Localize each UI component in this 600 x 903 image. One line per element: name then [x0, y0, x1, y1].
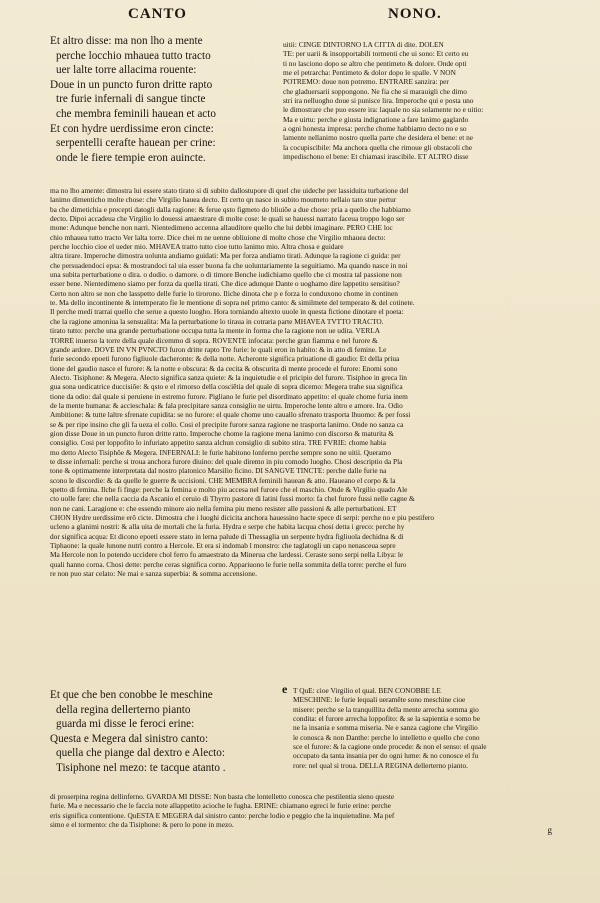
- verse-line: che membra feminili hauean et acto: [56, 107, 216, 120]
- commentary-line: re non puo star celato: Ne mai e sanza superbia: & somma accensione.: [50, 569, 257, 579]
- commentary-line: gua sona uedicatrice duccisiõe: & qsto e el rimorso della cosciētia del quale di sopra dicemo: Megera trahe sua significa: [50, 382, 403, 392]
- commentary-line: Ambitione: & tutte laltre sfrenate cupidita: se no furore: el quale chome uno cauallo sfrenato trasporta lhuomo: & per fossi: [50, 410, 411, 420]
- commentary-line: sce el furore: & la cagione onde procede: & non el senso: el quale: [293, 742, 487, 752]
- commentary-line: te. Ma dello incontinente & intemperato fie le mentione di sopra nel primo canto: & similmete del temperato & del cotinete.: [50, 298, 415, 308]
- commentary-line: le dimostrare che puo essere ira: laquale no sia solamente no e uitio:: [283, 105, 484, 115]
- commentary-line: tione da odio: dal quale si peruiene in estremo furore. Pigliano le furie pel disordinato appetito: el quale chome furia inem: [50, 391, 408, 401]
- commentary-line: rore: nel qual si troua. DELLA REGINA dellerterno pianto.: [293, 760, 468, 770]
- commentary-marker: e: [282, 682, 288, 696]
- commentary-line: Ma Hercole non lo potendo uccidere chol ferro fu amaestrato da Minerua che lardessi. Ceraste sono serpi nella Libya: le: [50, 550, 404, 560]
- commentary-line: impedischono el bene: Et chiamasi irascibile. ET ALTRO disse: [283, 152, 469, 162]
- commentary-line: tone & optimamente interpretata dal nostro platonico Marsilio ficino. DI SANGVE TINCTE: perche dalle furie na: [50, 466, 387, 476]
- verse-line: Questa e Megera dal sinistro canto:: [50, 732, 209, 745]
- header-nono: NONO.: [388, 6, 442, 22]
- commentary-line: stri ira nelluogho doue si punisce lira. Imperoche qui e posta uno: [283, 96, 474, 106]
- commentary-line: lanimo dimenticho molte chose: che Virgilio hauea decto. Et certo qn nasce in subito moumeto nellaio tato stue pertur: [50, 195, 397, 205]
- commentary-line: Il perche medi trarrai quello che serue a questo luogho. Hora torniando altexto uuole in questa fictione dinotare el poeta:: [50, 307, 404, 317]
- verse-line: Et que che ben conobbe le meschine: [50, 689, 213, 701]
- commentary-line: Ma e uirtu: perche e giusta indignatione a fare lanimo gaglardo: [283, 114, 469, 124]
- commentary-line: cto uolle fare: che nella caccia da Ascanio el ceruio di Thyrro pastore di latini fussi morto: fa chel furore fussi nelle cagne &: [50, 494, 415, 504]
- commentary-line: chio mhauea tutto tracto Ver lalta torre. Dice chei m ne uenne obliuione di molte chose che Virgilio mhauea decto:: [50, 232, 386, 242]
- commentary-line: furie secondo epoeti furono figliuole dacheronte: & della notte. Acheronte significa priuatione di gaudio: Et della priua: [50, 354, 400, 364]
- commentary-line: Tiphaone: la quale lunone nutri contro a Hercole. Et era si indomab l monstro: che taglatogli un capo nenasceua sepre: [50, 541, 396, 551]
- commentary-line: mo detto Alecto Tisiphõe & Megera. INFERNALI: le furie habitono lonferno perche sempre sono ne uitii. Queramo: [50, 447, 392, 457]
- commentary-line: decto. Dipoi accadeua che Virgilio lo douessi amaestrare di molte cose: le quali se hauessi narrato faceua troppo logo ser: [50, 214, 405, 224]
- commentary-bottom: [50, 792, 558, 829]
- commentary-line: spetto di femina. Ilche fi finge: perche la femina e molto piu accesa nel furore che el maschio. Onde & Virgilio quado Ale: [50, 485, 408, 494]
- verse-line: quella che piange dal dextro e Alecto:: [56, 747, 225, 760]
- verse-line: uer lalte torre allacima rouente:: [56, 64, 197, 77]
- verse-line: perche locchio mhauea tutto tracto: [56, 49, 211, 62]
- commentary-line: se & per ripe insino che gli fa ueza el collo. Cosi el precipite furore sanza ragione ne trasporta lanimo. Onde no sanza ca: [50, 419, 404, 429]
- verse-line: serpentelli cerafte hauean per crine:: [56, 137, 216, 150]
- commentary-line: scono le discordie: & da quelle le guerre & uccisioni. CHE MEMBRA feminili hauean & atto. Haueano el corpo & la: [50, 475, 396, 485]
- commentary-line: la cocupiscibile: Ma anchora quella che rimoue gli obstacoli che: [283, 142, 473, 152]
- commentary-line: occupato da tanta insania per do ogni lume: & no conosce el fu: [293, 751, 479, 761]
- commentary-line: grande ardore. DOVE IN VN PVNCTO furon dritte rapto Tre furie: le quali eron in habito: & in atto di femine. Le: [50, 344, 387, 354]
- commentary-line: esser bene. Nientedimeno siamo per forza da quella tirati. Che dice adunque Dante o uoghamo dire lappetito sensitiuo?: [50, 279, 400, 289]
- commentary-line: a ogni honesta impresa: perche chome habbiamo decto no e so: [283, 124, 467, 134]
- verse-block-top: [50, 34, 280, 165]
- verse-line: Et con hydre uerdissime eron cincte:: [50, 122, 214, 135]
- commentary-line: ucleno a glanimi nostri: & alla uita de mortali che la furia. Hydra e serpe che habita lacqua chosi detta i greco: perche hy: [50, 522, 405, 532]
- header-canto: CANTO: [128, 6, 187, 22]
- commentary-line: tione del gaudio nasce el furore: & la notte e obscura: & da cecita & obscurita di mente procede el furore: Enomi sono: [50, 363, 398, 373]
- commentary-line: che gladuersarii soppongono. Ne fia che si marauigli che dimo: [283, 86, 467, 96]
- verse-block-bottom: [50, 688, 280, 776]
- commentary-line: perche locchio cioe el ueder mio. MHAVEA tratto tutto cioe tutto lanimo mio. Altra chosa e guidare: [50, 242, 344, 252]
- commentary-line: uitii: CINGE DINTORNO LA CITTA di dite. DOLEN: [283, 40, 444, 49]
- running-header: [0, 6, 600, 28]
- commentary-line: gion disse Doue in un puncto furon dritte ratto. Imperoche chome la ragione mena lanimo con discorso & maturita &: [50, 428, 394, 438]
- commentary-line: di proserpina regina dellinferno. GVARDA MI DISSE: Non basta che lontelletto conosca che pestilentia sieno queste: [50, 792, 395, 801]
- commentary-line: Certo non altro se non che lasspetto delle furie lo tirorono. Iliche dinota che p e forza lo conduxono chome in continen: [50, 288, 398, 298]
- commentary-line: consiglio. Cosi per loppofito lo infuriato appetito sanza alchun consiglio di subito stira. TRE FVRIE: chome habia: [50, 438, 386, 448]
- commentary-line: me el petrarcha: Pentimeto & dolor dopo le spalle. V NON: [283, 68, 456, 78]
- verse-line: della regina dellerterno pianto: [56, 703, 191, 716]
- commentary-line: eris significa contentione. QuESTA E MEGERA dal sinistro canto: perche lodio e peggio che la inquietudine. Ma pef: [50, 810, 395, 820]
- commentary-line: le conosca & non Danthe: perche lo intelletto e quello che cono: [293, 732, 480, 742]
- commentary-line: una subita perturbatione o dira. o dodio. o damore. o di timore Benche iudichiamo quello che ci mostra tal passione non: [50, 270, 402, 280]
- commentary-line: furie. Ma e necessario che le faccia note allappetito acioche le fugha. ERINE: chiamano egreci le furie erine: perche: [50, 801, 391, 811]
- commentary-line: non ne cani. Laragione e: che essendo minore aio nella femina piu meno resister alle passioni & alle perturbationi. ET: [50, 503, 397, 513]
- commentary-line: MESCHINE: le furie lequali ueramēte sono meschine cioe: [293, 695, 466, 705]
- commentary-line: lamente nellanimo nostro quella parte che desidera el bene: et ne: [283, 133, 474, 143]
- commentary-line: tirato tutto: perche una grande perturbatione occupa tutta la mente in forma che la ragione non ue udita. VERLA: [50, 326, 381, 336]
- commentary-line: POTREMO: doue non potremo. ENTRARE sanzira: per: [283, 77, 449, 87]
- commentary-bottom-right: [293, 686, 565, 770]
- commentary-line: altra tirare. Imperoche dimostra uolunta andiamo guidati: Ma per forza andiamo tirati. Adunque la ragione ci guida: per: [50, 251, 401, 261]
- commentary-line: de la mente humana: & accieschala: & fala precipitare sanza consiglio ne uirtu. Imperoche lente altro e amore. Ira. Odio: [50, 400, 403, 410]
- commentary-line: condita: el furore arrecha loppofito: & se la sapientia e somo be: [293, 714, 480, 724]
- commentary-line: ti no lasciono dopo se altro che pentimeto & dolore. Onde opti: [283, 58, 467, 68]
- commentary-line: simo e el tormento: che da Tisiphone: & pero lo pone in mezo.: [50, 820, 234, 830]
- commentary-line: ba che dimetichia e precepti datogli dalla ragione: & ferue qsto figmeto do bliuiõe a due chose: pria a quello che habbiamo: [50, 204, 411, 214]
- commentary-line: T QuE: cioe Virgilio el qual. BEN CONOBBE LE: [293, 686, 441, 695]
- verse-line: Et altro disse: ma non lho a mente: [50, 35, 203, 47]
- verse-line: tre furie infernali di sangue tincte: [56, 93, 206, 106]
- commentary-line: ma no lho amente: dimostra lui essere stato tirato si di subito dallostupore di quel che uideche per lassiduita turbatione del: [50, 186, 409, 195]
- verse-line: Tisiphone nel mezo: te tacque atanto .: [56, 761, 226, 774]
- commentary-line: ne la insania e somma miseria. Ne e sanza cagione che Virgilio: [293, 723, 478, 733]
- commentary-line: che persuadendoci epsa: & mostrandoci tal uia esser buona fa che uoluntariamente la seguitiamo. Ma quando nasce in noi: [50, 260, 408, 270]
- verse-line: Doue in un puncto furon dritte rapto: [50, 78, 213, 91]
- verse-line: guarda mi disse le feroci erine:: [56, 718, 195, 731]
- commentary-line: mone: Adunque benche non narri. Nientedimeno accenna allauditore quello che lui debbi imaginare. PERO CHE loc: [50, 223, 393, 233]
- commentary-line: Alecto. Tisiphone: & Megera. Alecto significa sanza quiete: & la inquietudie e el pricipio del furore. Tisiphoe in greca lin: [50, 372, 407, 382]
- verse-line: onde le fiere tempie eron auincte.: [56, 151, 206, 164]
- commentary-top-right: [283, 40, 555, 161]
- signature-mark: g: [547, 825, 552, 835]
- commentary-line: dor significa acqua: Et dicono epoeti essere stato in lerna palude di Thessaglia un serpente hydra figliuola dechidna & di: [50, 531, 404, 541]
- commentary-line: te disse infernali: perche si troua anchora furore diuino: del quale diremo in piu comodo luogho. Chosi descriptio da Pla: [50, 456, 403, 466]
- commentary-line: misere: perche se la tranquillita della mente arrecha somma gio: [293, 704, 479, 714]
- commentary-line: TORRE inuerso la torre della quale dicemmo di sopra. ROVENTE infocata: perche gran fiamma e nel furore &: [50, 335, 378, 345]
- commentary-line: quali hanno corna. Chosi dette: perche ceras significa corno. Appariuono le furie nella sommita della torre: perche el furo: [50, 559, 407, 569]
- commentary-line: che la ragione amoniua la sensualita: Ma la perturbatione lo tiraua in cotraria parte MHAVEA TVTTO TRACTO.: [50, 316, 384, 326]
- commentary-full-width: [50, 186, 558, 578]
- commentary-line: TE: per uarii & insopportabili tormenti che ui sono: Et certo eu: [283, 49, 469, 59]
- commentary-line: CHON Hydre uerdissime erõ cicte. Dimostra che i luoghi dicicita anchora hauessino hacte spece di serpi: perche no e piu pestifero: [50, 513, 434, 523]
